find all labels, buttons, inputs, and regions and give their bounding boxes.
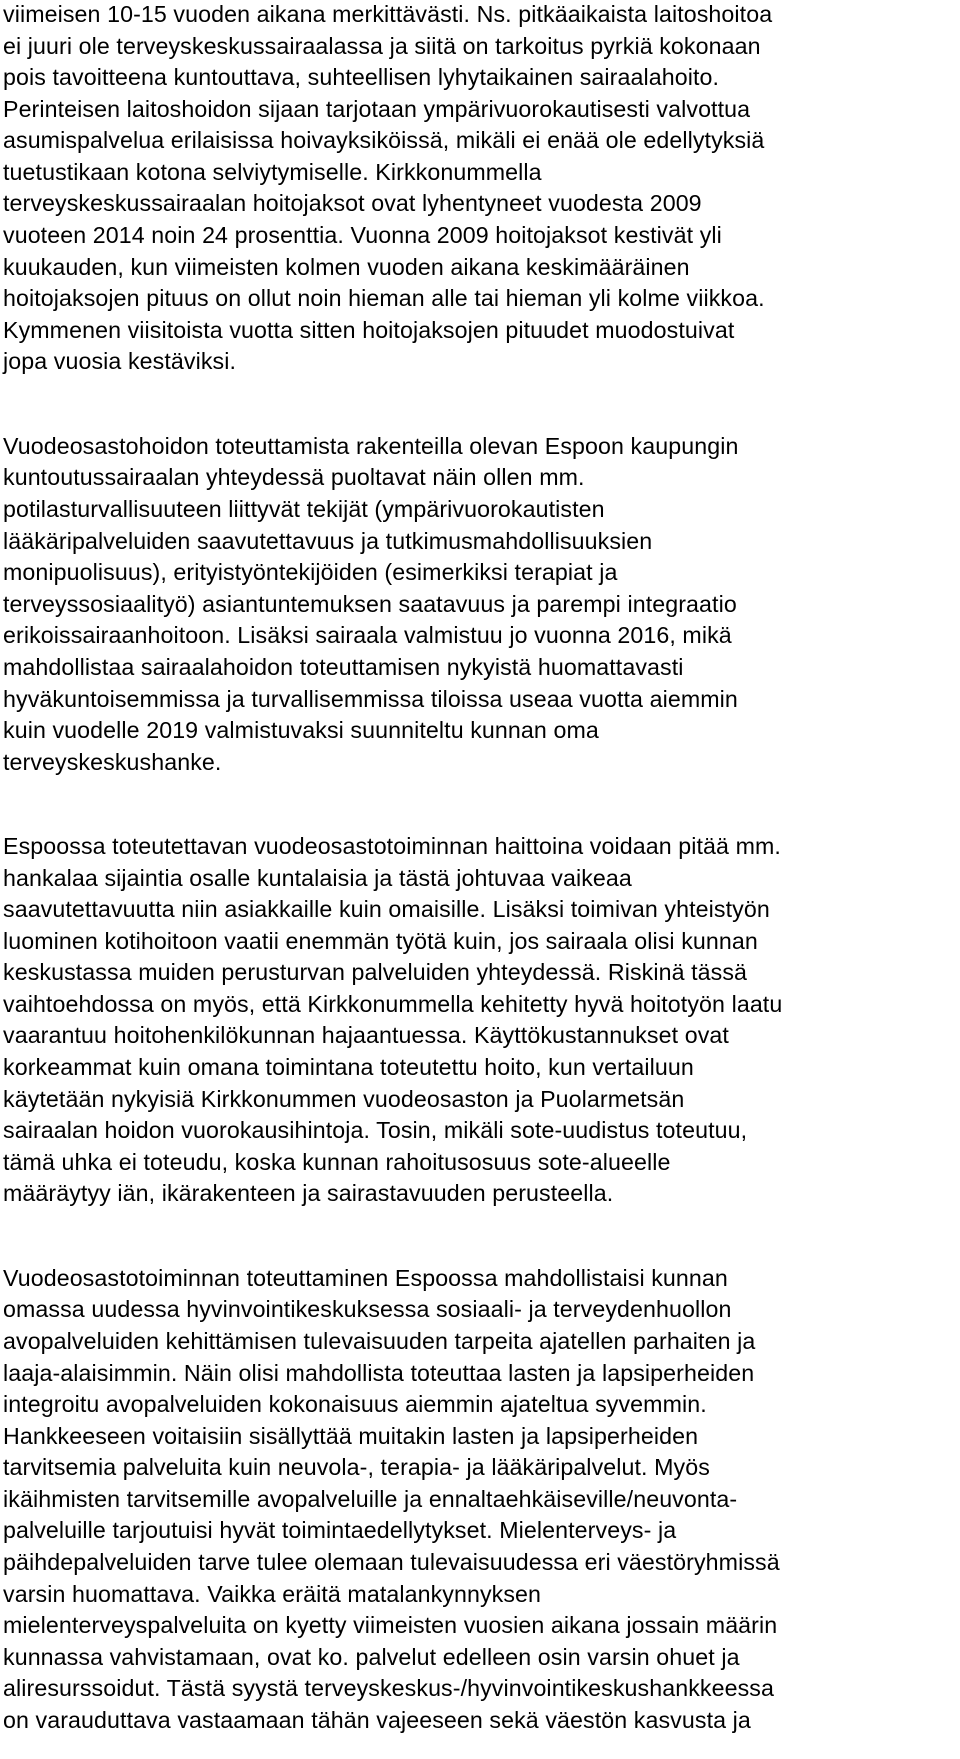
text-line: monipuolisuus), erityistyöntekijöiden (esimerkiksi terapiat ja xyxy=(3,559,618,585)
text-line: vaihtoehdossa on myös, että Kirkkonummella kehitetty hyvä hoitotyön laatu xyxy=(3,991,783,1017)
text-line: omassa uudessa hyvinvointikeskuksessa sosiaali- ja terveydenhuollon xyxy=(3,1296,732,1322)
text-line: hankalaa sijaintia osalle kuntalaisia ja tästä johtuvaa vaikeaa xyxy=(3,865,632,891)
text-line: keskustassa muiden perusturvan palveluiden yhteydessä. Riskinä tässä xyxy=(3,959,748,985)
text-line: Hankkeeseen voitaisiin sisällyttää muitakin lasten ja lapsiperheiden xyxy=(3,1423,699,1449)
text-line: vaarantuu hoitohenkilökunnan hajaantuessa. Käyttökustannukset ovat xyxy=(3,1022,729,1048)
text-line: jopa vuosia kestäviksi. xyxy=(3,348,236,374)
text-line: terveyskeskussairaalan hoitojaksot ovat lyhentyneet vuodesta 2009 xyxy=(3,190,702,216)
text-line: asumispalvelua erilaisissa hoivayksiköissä, mikäli ei enää ole edellytyksiä xyxy=(3,127,765,153)
text-line: luominen kotihoitoon vaatii enemmän työtä kuin, jos sairaala olisi kunnan xyxy=(3,928,758,954)
text-line: terveyssosiaalityö) asiantuntemuksen saatavuus ja parempi integraatio xyxy=(3,591,737,617)
text-line: hyväkuntoisemmissa ja turvallisemmissa tiloissa useaa vuotta aiemmin xyxy=(3,686,738,712)
text-line: terveyskeskushanke. xyxy=(3,749,222,775)
text-line: lääkäripalveluiden saavutettavuus ja tutkimusmahdollisuuksien xyxy=(3,528,653,554)
text-line: integroitu avopalveluiden kokonaisuus aiemmin ajateltua syvemmin. xyxy=(3,1391,707,1417)
text-line: avopalveluiden kehittämisen tulevaisuuden tarpeita ajatellen parhaiten ja xyxy=(3,1328,756,1354)
text-line: kunnassa vahvistamaan, ovat ko. palvelut edelleen osin varsin ohuet ja xyxy=(3,1644,740,1670)
text-line: korkeammat kuin omana toimintana toteutettu hoito, kun vertailuun xyxy=(3,1054,694,1080)
text-line: tuetustikaan kotona selviytymiselle. Kirkkonummella xyxy=(3,159,542,185)
text-line: määräytyy iän, ikärakenteen ja sairastavuuden perusteella. xyxy=(3,1180,614,1206)
text-line: Espoossa toteutettavan vuodeosastotoiminnan haittoina voidaan pitää mm. xyxy=(3,833,781,859)
text-line: aliresurssoidut. Tästä syystä terveyskeskus-/hyvinvointikeskushankkeessa xyxy=(3,1675,774,1701)
text-line: pois tavoitteena kuntouttava, suhteellisen lyhytaikainen sairaalahoito. xyxy=(3,64,720,90)
text-line: hoitojaksojen pituus on ollut noin hieman alle tai hieman yli kolme viikkoa. xyxy=(3,285,765,311)
text-line: potilasturvallisuuteen liittyvät tekijät (ympärivuorokautisten xyxy=(3,496,605,522)
text-line: palveluille tarjoutuisi hyvät toimintaedellytykset. Mielenterveys- ja xyxy=(3,1517,677,1543)
text-line: erikoissairaanhoitoon. Lisäksi sairaala valmistuu jo vuonna 2016, mikä xyxy=(3,622,732,648)
text-line: tarvitsemia palveluita kuin neuvola-, terapia- ja lääkäripalvelut. Myös xyxy=(3,1454,710,1480)
text-line: viimeisen 10-15 vuoden aikana merkittävästi. Ns. pitkäaikaista laitoshoitoa xyxy=(3,1,773,27)
text-line: ei juuri ole terveyskeskussairaalassa ja siitä on tarkoitus pyrkiä kokonaan xyxy=(3,33,761,59)
text-line: sairaalan hoidon vuorokausihintoja. Tosin, mikäli sote-uudistus toteutuu, xyxy=(3,1117,748,1143)
text-line: Vuodeosastotoiminnan toteuttaminen Espoossa mahdollistaisi kunnan xyxy=(3,1265,728,1291)
text-line: vuoteen 2014 noin 24 prosenttia. Vuonna 2009 hoitojaksot kestivät yli xyxy=(3,222,722,248)
text-line: Vuodeosastohoidon toteuttamista rakenteilla olevan Espoon kaupungin xyxy=(3,433,739,459)
text-line: varsin huomattava. Vaikka eräitä matalankynnyksen xyxy=(3,1581,542,1607)
text-line: käytetään nykyisiä Kirkkonummen vuodeosaston ja Puolarmetsän xyxy=(3,1086,685,1112)
text-line: ikäihmisten tarvitsemille avopalveluille ja ennaltaehkäiseville/neuvonta- xyxy=(3,1486,738,1512)
text-line: tämä uhka ei toteudu, koska kunnan rahoitusosuus sote-alueelle xyxy=(3,1149,671,1175)
text-line: laaja-alaisimmin. Näin olisi mahdollista toteuttaa lasten ja lapsiperheiden xyxy=(3,1360,755,1386)
text-line: on varauduttava vastaamaan tähän vajeeseen sekä väestön kasvusta ja xyxy=(3,1707,751,1733)
text-line: mahdollistaa sairaalahoidon toteuttamisen nykyistä huomattavasti xyxy=(3,654,684,680)
text-line: saavutettavuutta niin asiakkaille kuin omaisille. Lisäksi toimivan yhteistyön xyxy=(3,896,770,922)
text-line: Kymmenen viisitoista vuotta sitten hoitojaksojen pituudet muodostuivat xyxy=(3,317,735,343)
text-line: kuukauden, kun viimeisten kolmen vuoden aikana keskimääräinen xyxy=(3,254,690,280)
text-line: päihdepalveluiden tarve tulee olemaan tulevaisuudessa eri väestöryhmissä xyxy=(3,1549,780,1575)
text-line: Perinteisen laitoshoidon sijaan tarjotaan ympärivuorokautisesti valvottua xyxy=(3,96,751,122)
text-line: kuin vuodelle 2019 valmistuvaksi suunniteltu kunnan oma xyxy=(3,717,599,743)
text-line: mielenterveyspalveluita on kyetty viimeisten vuosien aikana jossain määrin xyxy=(3,1612,778,1638)
text-line: kuntoutussairaalan yhteydessä puoltavat näin ollen mm. xyxy=(3,464,585,490)
